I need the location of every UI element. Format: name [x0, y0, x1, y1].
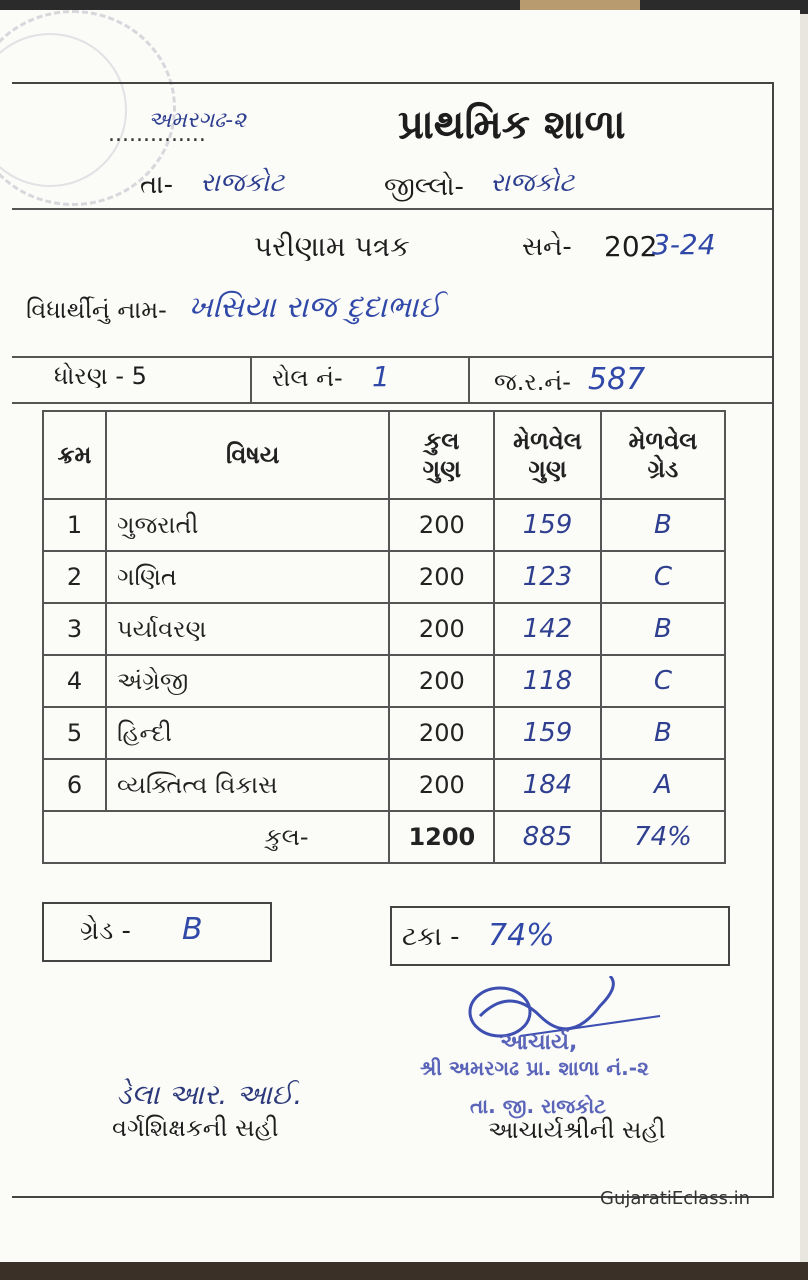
subject-cell: હિન્દી — [106, 707, 389, 759]
year-label: સને- — [522, 232, 572, 262]
taluka-label: તા- — [140, 170, 173, 200]
school-title: પ્રાથમિક શાળા — [398, 102, 626, 148]
grade-cell: B — [601, 603, 725, 655]
principal-stamp-place: તા. જી. રાજકોટ — [470, 1094, 606, 1118]
percent-box — [390, 906, 730, 966]
table-header-row — [43, 411, 725, 499]
header-serial: ક્રમ — [43, 411, 106, 499]
grade-cell: C — [601, 551, 725, 603]
max-marks-cell: 200 — [389, 707, 494, 759]
table-row — [43, 655, 725, 707]
table-row — [43, 707, 725, 759]
grade-cell: B — [601, 499, 725, 551]
total-percent: 74% — [601, 811, 725, 863]
table-row — [43, 759, 725, 811]
table-row — [43, 499, 725, 551]
teacher-signature-label: વર્ગશિક્ષકની સહી — [112, 1114, 279, 1142]
village-name: અમરગઢ-૨ — [148, 108, 246, 133]
result-sheet-paper — [0, 10, 800, 1272]
total-max-marks: 1200 — [389, 811, 494, 863]
grade-cell: A — [601, 759, 725, 811]
standard-label: ધોરણ - 5 — [54, 362, 147, 390]
subject-cell: પર્યાવરણ — [106, 603, 389, 655]
roll-value: 1 — [372, 360, 390, 393]
grade-label: ગ્રેડ - — [80, 916, 131, 946]
gr-label: જ.ર.નં- — [494, 368, 571, 396]
principal-stamp-title: આચાર્ય, — [500, 1030, 578, 1055]
percent-label: ટકા - — [402, 922, 460, 952]
serial-cell: 2 — [43, 551, 106, 603]
obtained-marks-cell: 118 — [494, 655, 601, 707]
serial-cell: 3 — [43, 603, 106, 655]
principal-signature-label: આચાર્યશ્રીની સહી — [488, 1116, 666, 1144]
total-label: કુલ- — [43, 811, 389, 863]
serial-cell: 6 — [43, 759, 106, 811]
max-marks-cell: 200 — [389, 603, 494, 655]
watermark-text: GujaratiEclass.in — [600, 1188, 751, 1209]
subject-cell: વ્યક્તિત્વ વિકાસ — [106, 759, 389, 811]
obtained-marks-cell: 142 — [494, 603, 601, 655]
subject-cell: ગુજરાતી — [106, 499, 389, 551]
grade-value: B — [182, 912, 203, 947]
divider — [12, 356, 772, 358]
header-obtained-grade: મેળવેલ ગ્રેડ — [601, 411, 725, 499]
gr-value: 587 — [588, 362, 646, 397]
district-label: જીલ્લો- — [384, 172, 464, 202]
obtained-marks-cell: 159 — [494, 707, 601, 759]
divider — [12, 208, 772, 210]
teacher-signature: ડેલા આર. આઈ. — [116, 1078, 303, 1111]
roll-label: રોલ નં- — [272, 364, 343, 392]
grade-cell: B — [601, 707, 725, 759]
max-marks-cell: 200 — [389, 759, 494, 811]
divider — [250, 356, 252, 404]
year-handwritten: 3-24 — [652, 228, 716, 261]
year-printed: 202 — [604, 230, 658, 263]
district-value: રાજકોટ — [490, 168, 575, 198]
grade-cell: C — [601, 655, 725, 707]
obtained-marks-cell: 184 — [494, 759, 601, 811]
subject-cell: ગણિત — [106, 551, 389, 603]
report-title: પરીણામ પત્રક — [254, 230, 410, 263]
principal-stamp-school: શ્રી અમરગઢ પ્રા. શાળા નં.-૨ — [420, 1056, 649, 1080]
max-marks-cell: 200 — [389, 499, 494, 551]
subject-cell: અંગ્રેજી — [106, 655, 389, 707]
serial-cell: 1 — [43, 499, 106, 551]
header-obtained-marks: મેળવેલ ગુણ — [494, 411, 601, 499]
obtained-marks-cell: 123 — [494, 551, 601, 603]
max-marks-cell: 200 — [389, 551, 494, 603]
header-total-marks: કુલ ગુણ — [389, 411, 494, 499]
obtained-marks-cell: 159 — [494, 499, 601, 551]
photo-background-bottom — [0, 1262, 808, 1280]
divider — [12, 402, 772, 404]
total-obtained-marks: 885 — [494, 811, 601, 863]
student-name-value: ખસિયા રાજ દુદાભાઈ — [188, 290, 442, 325]
table-total-row — [43, 811, 725, 863]
taluka-value: રાજકોટ — [200, 168, 285, 198]
dotted-line: .............. — [108, 122, 206, 147]
grade-box — [42, 902, 272, 962]
table-row — [43, 551, 725, 603]
student-name-label: વિધાર્થીનું નામ- — [26, 296, 167, 324]
marks-table — [42, 410, 726, 864]
percent-value: 74% — [488, 918, 555, 953]
serial-cell: 5 — [43, 707, 106, 759]
table-row — [43, 603, 725, 655]
divider — [468, 356, 470, 404]
header-subject: વિષય — [106, 411, 389, 499]
max-marks-cell: 200 — [389, 655, 494, 707]
serial-cell: 4 — [43, 655, 106, 707]
